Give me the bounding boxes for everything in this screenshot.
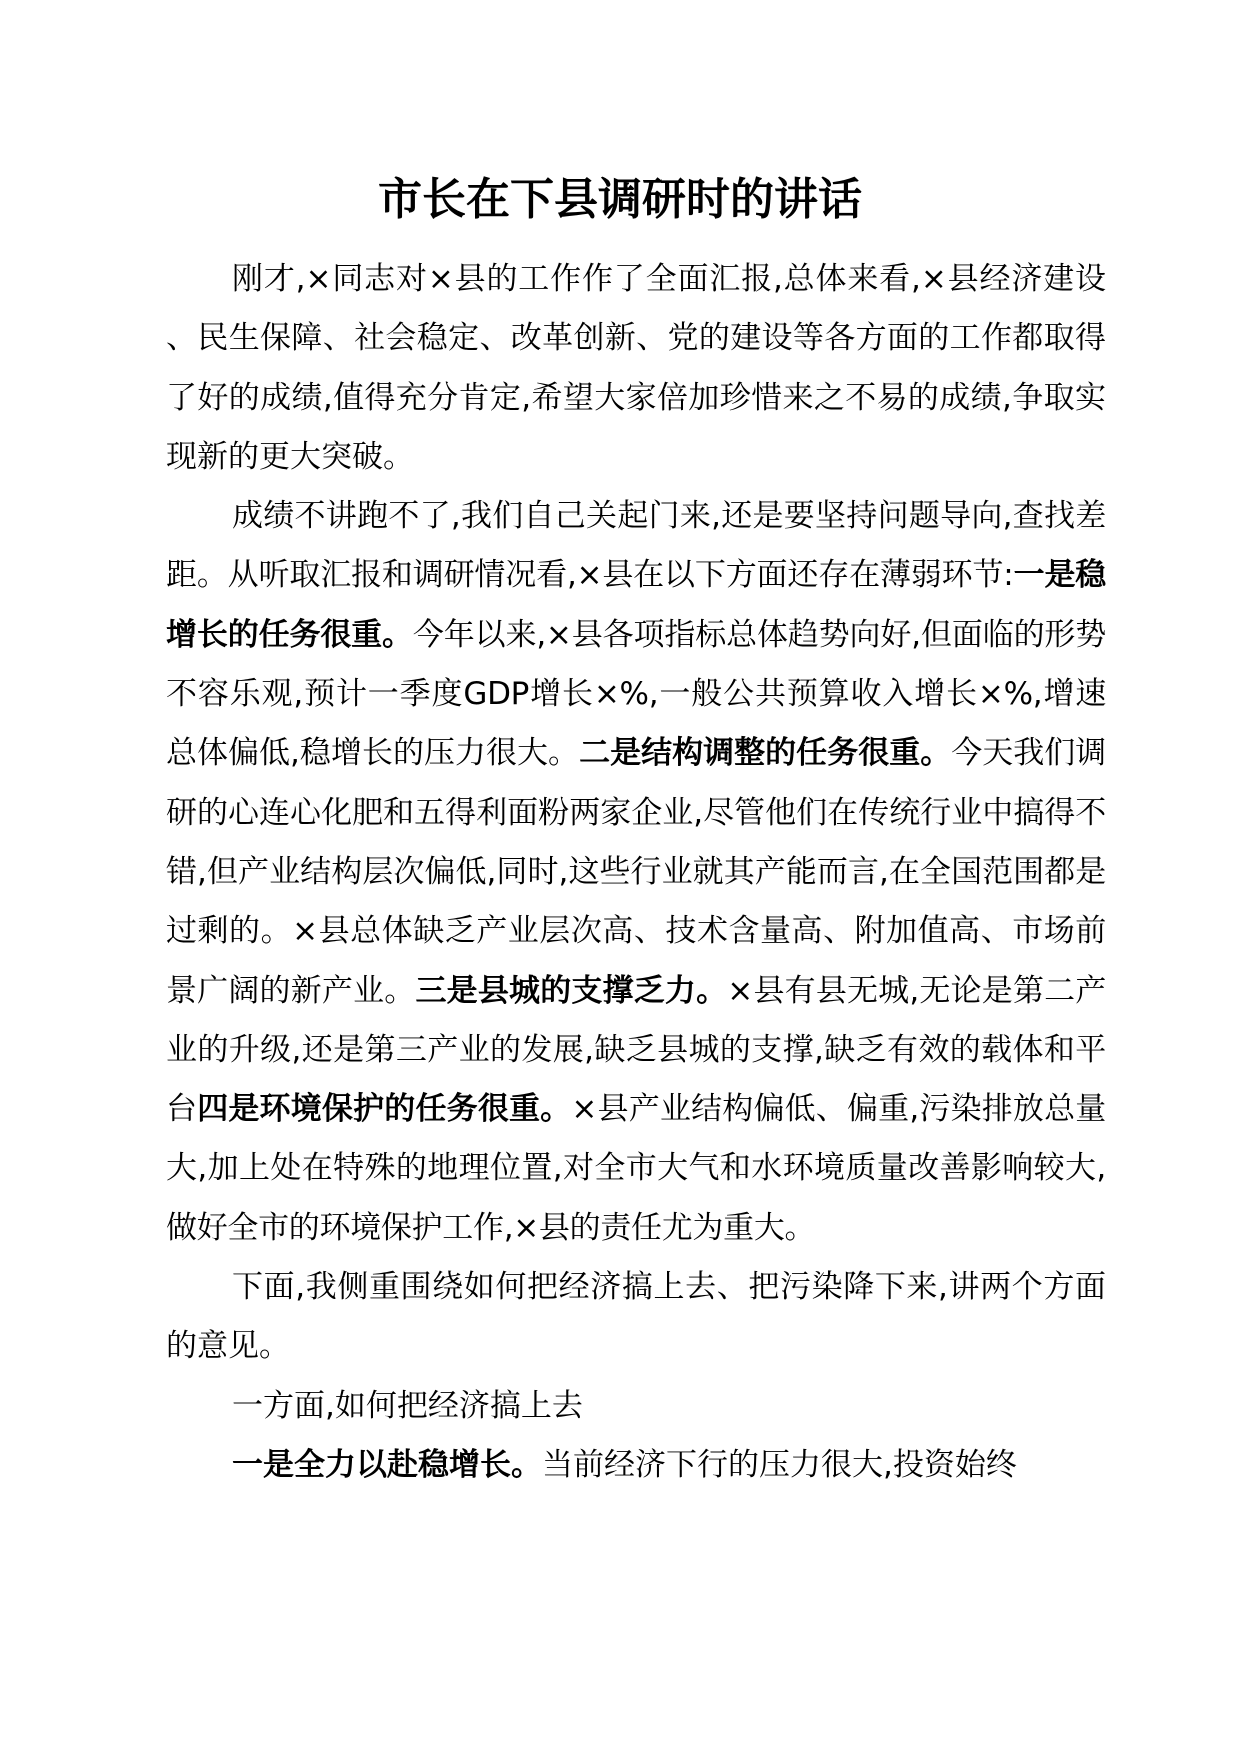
paragraph-section-heading — [166, 1377, 1106, 1436]
paragraph-text: 刚才,×同志对×县的工作作了全面汇报,总体来看,×县经济建设、民生保障、社会稳定、改革创新、党的建设等各方面的工作都取得了好的成绩,值得充分肯定,希望大家倍加珍惜来之不易的成绩,争取实现新的更大突破。 — [166, 261, 1106, 475]
paragraph-text: ×县有县无城,无论是第二产业的升级,还是第三产业的发展,缺乏县城的支撑,缺乏有效的载体和平台 — [166, 972, 1107, 1128]
paragraph-transition — [166, 1258, 1106, 1377]
bold-heading-third: 三是县城的支撑乏力。 — [415, 972, 728, 1009]
paragraph-text: 今天我们调研的心连心化肥和五得利面粉两家企业,尽管他们在传统行业中搞得不错,但产业结构层次偏低,同时,这些行业就其产能而言,在全国范围都是过剩的。×县总体缺乏产业层次高、技术含量高、附加值高、市场前景广阔的新产业。 — [166, 735, 1107, 1009]
bold-heading-second: 二是结构调整的任务很重。 — [579, 735, 952, 772]
paragraph-stabilize-growth — [166, 1436, 1106, 1495]
bold-heading-fourth: 四是环境保护的任务很重。 — [197, 1091, 572, 1128]
paragraph-text: 今年以来,×县各项指标总体趋势向好,但面临的形势不容乐观,预计一季度GDP增长×%,一般公共预算收入增长×%,增速总体偏低,稳增长的压力很大。 — [166, 616, 1107, 772]
bold-heading-growth: 一是全力以赴稳增长。 — [232, 1446, 542, 1483]
document-title: 市长在下县调研时的讲话 — [378, 174, 862, 225]
bold-heading-first: 一是稳增长的任务很重。 — [166, 557, 1106, 653]
paragraph-text: 成绩不讲跑不了,我们自己关起门来,还是要坚持问题导向,查找差距。从听取汇报和调研情况看,×县在以下方面还存在薄弱环节: — [166, 498, 1106, 594]
paragraph-opening — [166, 250, 1106, 487]
paragraph-text: 当前经济下行的压力很大,投资始终 — [542, 1446, 1017, 1483]
document-body — [166, 250, 1106, 1495]
paragraph-text: 下面,我侧重围绕如何把经济搞上去、把污染降下来,讲两个方面的意见。 — [166, 1269, 1106, 1365]
paragraph-text: 一方面,如何把经济搞上去 — [232, 1387, 583, 1424]
paragraph-text: ×县产业结构偏低、偏重,污染排放总量大,加上处在特殊的地理位置,对全市大气和水环境质量改善影响较大,做好全市的环境保护工作,×县的责任尤为重大。 — [166, 1091, 1106, 1246]
paragraph-weaknesses — [166, 487, 1106, 1258]
